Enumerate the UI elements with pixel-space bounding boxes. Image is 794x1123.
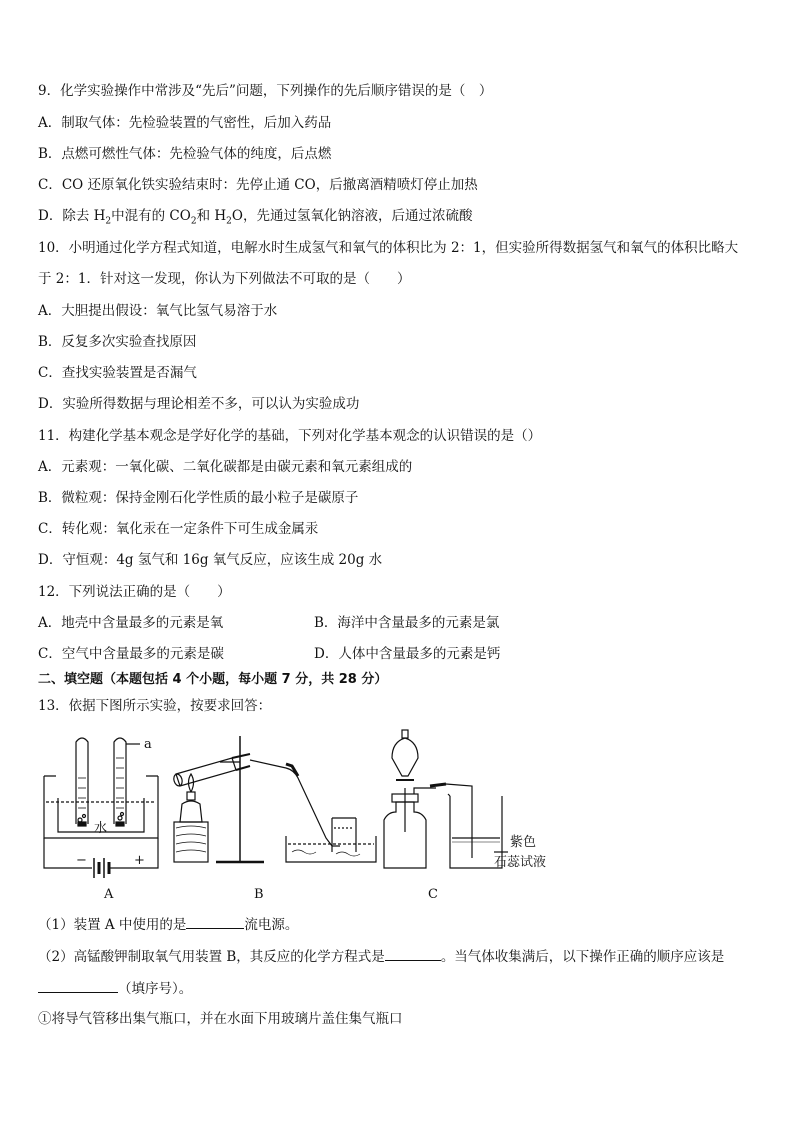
q10-stem-line2: 于 2：1．针对这一发现，你认为下列做法不可取的是（ ） xyxy=(38,271,411,287)
label-A: A xyxy=(104,887,114,902)
q12-stem: 12．下列说法正确的是（ ） xyxy=(38,584,231,600)
q9-option-d: D．除去 $H_2$中混有的 $CO_2$和 $H_2O$，先通过氢氧化钠溶液，后通过浓硫酸 xyxy=(38,208,473,227)
q10-option-b: B．反复多次实验查找原因 xyxy=(38,334,197,350)
apparatus-b xyxy=(173,736,376,862)
q9-option-b: B．点燃可燃性气体：先检验气体的纯度，后点燃 xyxy=(38,146,332,162)
q11-option-a: A．元素观：一氧化碳、二氧化碳都是由碳元素和氧元素组成的 xyxy=(38,459,413,475)
q9-option-c: C．CO 还原氧化铁实验结束时：先停止通 CO，后撤离酒精喷灯停止加热 xyxy=(38,177,478,193)
apparatus-c xyxy=(384,730,508,868)
experiment-figure xyxy=(36,728,576,908)
q11-option-c: C．转化观：氧化汞在一定条件下可生成金属汞 xyxy=(38,521,319,537)
q11-option-d: D．守恒观：4g 氢气和 16g 氧气反应，应该生成 20g 水 xyxy=(38,552,383,568)
q12-option-d: D．人体中含量最多的元素是钙 xyxy=(314,646,501,662)
answer-blank-2[interactable] xyxy=(385,946,441,961)
q13-part1: （1）装置 A 中使用的是 流电源。 xyxy=(38,914,298,934)
label-water: 水 xyxy=(94,821,108,836)
q10-option-d: D．实验所得数据与理论相差不多，可以认为实验成功 xyxy=(38,396,360,412)
answer-blank-1[interactable] xyxy=(186,914,244,929)
label-plus: + xyxy=(134,853,145,868)
q13-stem: 13．依据下图所示实验，按要求回答： xyxy=(38,698,272,714)
section-heading: 二、填空题（本题包括 4 个小题，每小题 7 分，共 28 分） xyxy=(38,672,388,687)
q12-option-a: A．地壳中含量最多的元素是氧 xyxy=(38,615,224,631)
q11-option-b: B．微粒观：保持金刚石化学性质的最小粒子是碳原子 xyxy=(38,490,359,506)
q11-stem: 11．构建化学基本观念是学好化学的基础，下列对化学基本观念的认识错误的是（） xyxy=(38,428,542,444)
q9-option-a: A．制取气体：先检验装置的气密性，后加入药品 xyxy=(38,115,332,131)
label-minus: − xyxy=(76,853,87,868)
q13-part2: （2）高锰酸钾制取氧气用装置 B，其反应的化学方程式是 。当气体收集满后，以下操作正确的顺序应该是 xyxy=(38,946,724,966)
q9-stem: 9．化学实验操作中常涉及“先后”问题，下列操作的先后顺序错误的是（ ） xyxy=(38,83,493,99)
q10-option-c: C．查找实验装置是否漏气 xyxy=(38,365,197,381)
q12-option-b: B．海洋中含量最多的元素是氯 xyxy=(314,615,500,631)
label-a: a xyxy=(144,737,152,752)
label-B: B xyxy=(254,887,264,902)
q13-part2-line2: （填序号）。 xyxy=(38,978,192,998)
label-litmus: 石蕊试液 xyxy=(494,855,547,870)
q10-stem-line1: 10．小明通过化学方程式知道，电解水时生成氢气和氧气的体积比为 2：1，但实验所得数据氢气和氧气的体积比略大 xyxy=(38,240,739,256)
label-C: C xyxy=(428,887,438,902)
label-purple: 紫色 xyxy=(510,835,537,850)
q13-step1: ①将导气管移出集气瓶口，并在水面下用玻璃片盖住集气瓶口 xyxy=(38,1011,403,1027)
answer-blank-3[interactable] xyxy=(38,978,118,993)
q12-option-c: C．空气中含量最多的元素是碳 xyxy=(38,646,224,662)
q10-option-a: A．大胆提出假设：氧气比氢气易溶于水 xyxy=(38,303,278,319)
